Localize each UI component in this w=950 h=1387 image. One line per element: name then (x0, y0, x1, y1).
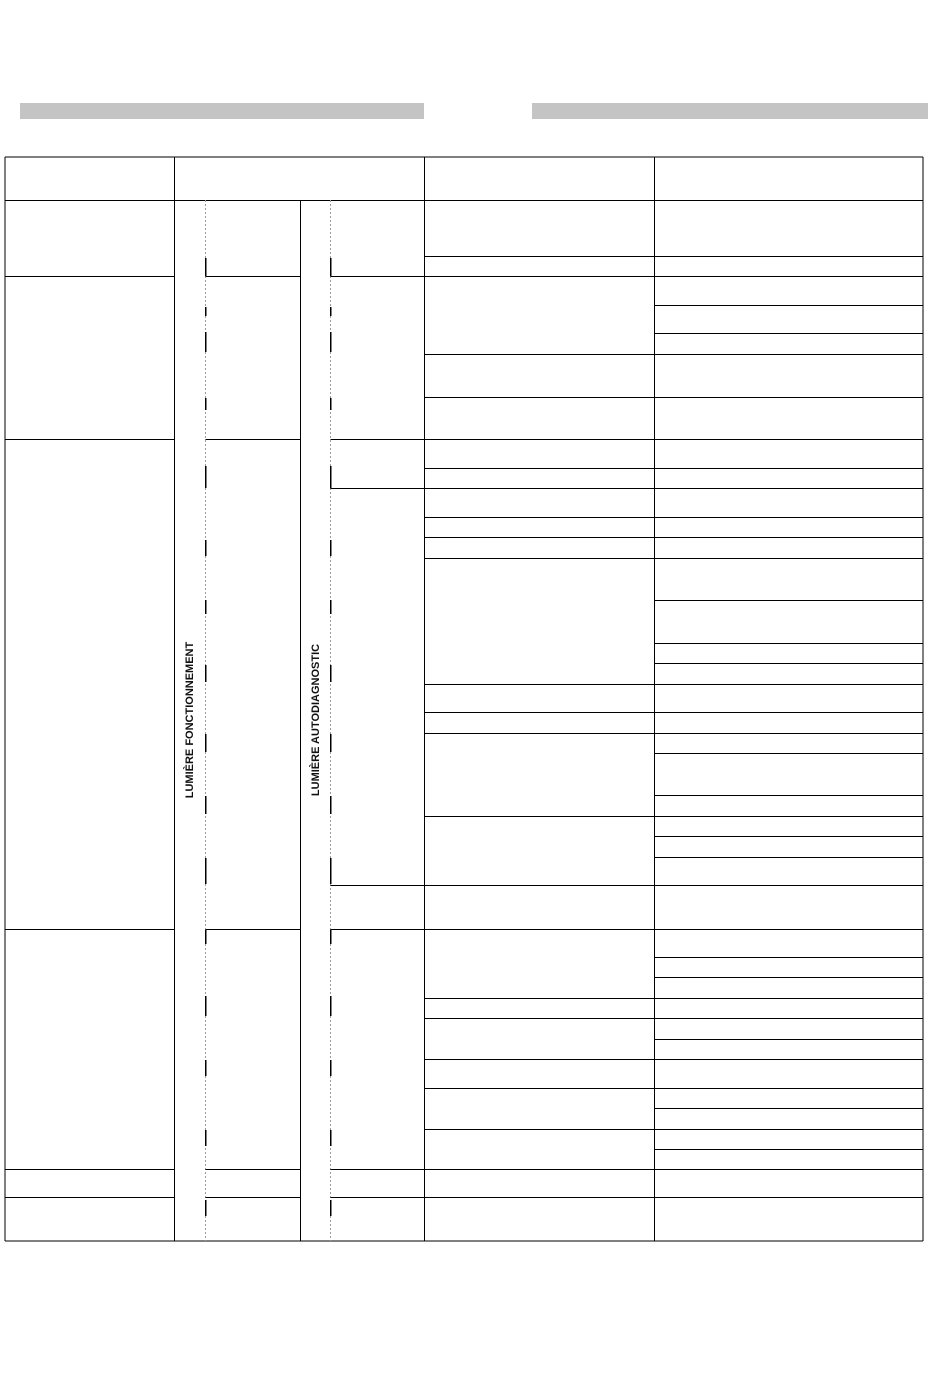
self-diagnosis-light-label-text: LUMIÈRE AUTODIAGNOSTIC (310, 643, 322, 797)
operating-light-label-text: LUMIÈRE FONCTIONNEMENT (184, 641, 196, 799)
